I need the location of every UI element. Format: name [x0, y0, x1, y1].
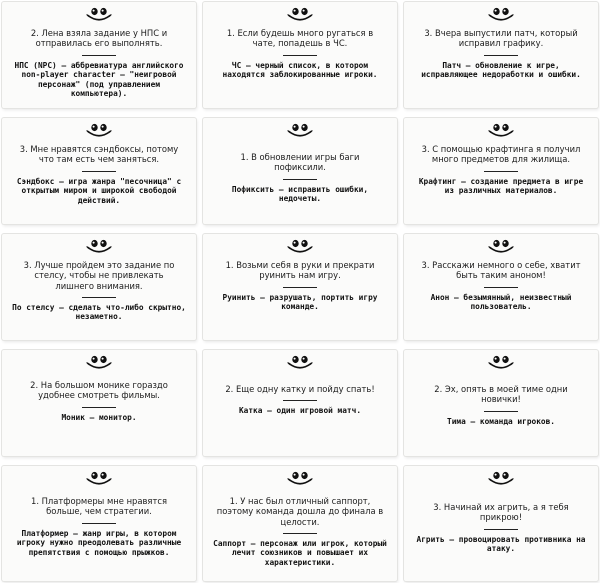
card-answer: Пофиксить – исправить ошибки, недочеты. [231, 184, 369, 203]
card-katka [203, 350, 397, 456]
smiley-icon [285, 6, 315, 24]
smiley-icon [486, 122, 516, 140]
card-chs [203, 2, 397, 108]
card-question: 2. Еще одну катку и пойду спать! [225, 384, 375, 394]
divider [484, 171, 518, 172]
card-anon [404, 234, 598, 340]
card-fix [203, 118, 397, 224]
card-question: 1. Если будешь много ругаться в чате, попадешь в ЧС. [226, 28, 374, 49]
card-answer: Агрить – провоцировать противника на атаку. [416, 534, 586, 553]
card-answer: Катка – один игровой матч. [238, 406, 362, 416]
smiley-icon [84, 354, 114, 372]
card-question: 2. Эх, опять в моей тиме одни новички! [434, 384, 568, 405]
card-answer: Саппорт – персонаж или игрок, который лечит союзников и повышает их характеристики. [213, 538, 387, 567]
card-answer: Моник – монитор. [61, 412, 137, 422]
card-question: 3. Лучше пройдем это задание по стелсу, чтобы не привлекать лишнего внимания. [23, 260, 175, 291]
card-question: 3. Начинай их агрить, а я тебя прикрою! [433, 502, 569, 523]
card-question: 3. Вчера выпустили патч, который исправил графику. [424, 28, 578, 49]
card-answer: Руинить – разрушать, портить игру команде. [222, 292, 378, 311]
smiley-icon [486, 238, 516, 256]
card-aggro [404, 466, 598, 581]
card-question: 1. Возьми себя в руки и прекрати руинить нам игру. [225, 260, 375, 281]
divider [484, 411, 518, 412]
card-answer: Крафтинг – создание предмета в игре из различных материалов. [418, 176, 584, 195]
divider [82, 407, 116, 408]
card-ruin [203, 234, 397, 340]
card-platformer [2, 466, 196, 581]
divider [484, 529, 518, 530]
divider [283, 287, 317, 288]
card-monik [2, 350, 196, 456]
smiley-icon [84, 238, 114, 256]
smiley-icon [285, 470, 315, 488]
card-tima [404, 350, 598, 456]
card-answer: Анон – безымянный, неизвестный пользователь. [430, 292, 572, 311]
card-question: 3. Мне нравятся сэндбоксы, потому что там есть чем заняться. [19, 144, 179, 165]
card-question: 2. Лена взяла задание у НПС и отправилась его выполнять. [30, 28, 168, 49]
divider [82, 523, 116, 524]
card-answer: Тима – команда игроков. [447, 416, 555, 426]
divider [82, 171, 116, 172]
smiley-icon [285, 354, 315, 372]
divider [484, 55, 518, 56]
smiley-icon [84, 470, 114, 488]
smiley-icon [486, 354, 516, 372]
card-question: 1. У нас был отличный саппорт, поэтому команда дошла до финала в целости. [216, 496, 384, 527]
card-crafting [404, 118, 598, 224]
smiley-icon [486, 470, 516, 488]
card-question: 1. Платформеры мне нравятся больше, чем стратегии. [30, 496, 167, 517]
card-answer: Патч – обновление к игре, исправляющее недоработки и ошибки. [421, 60, 581, 79]
divider [82, 55, 116, 56]
divider [283, 533, 317, 534]
card-npc [2, 2, 196, 108]
card-question: 3. Расскажи немного о себе, хватит быть таким аноном! [421, 260, 581, 281]
smiley-icon [285, 238, 315, 256]
divider [283, 400, 317, 401]
divider [82, 297, 116, 298]
card-answer: ЧС – черный список, в котором находятся заблокированные игроки. [222, 60, 378, 79]
smiley-icon [285, 122, 315, 140]
card-stealth [2, 234, 196, 340]
card-answer: Сэндбокс – игра жанра "песочница" с открытым миром и широкой свободой действий. [16, 176, 182, 205]
divider [484, 287, 518, 288]
smiley-icon [84, 122, 114, 140]
card-answer: По стелсу – сделать что-либо скрытно, незаметно. [12, 302, 186, 322]
card-patch [404, 2, 598, 108]
smiley-icon [84, 6, 114, 24]
card-support [203, 466, 397, 581]
card-answer: НПС (NPC) – аббревиатура английского non-player character – "неигровой персонаж" (под управлением компьютера). [14, 60, 184, 98]
card-answer: Платформер – жанр игры, в котором игроку нужно преодолевать различные препятствия с помощью прыжков. [16, 528, 182, 557]
divider [283, 55, 317, 56]
card-question: 3. С помощью крафтинга я получил много предметов для жилища. [421, 144, 581, 165]
card-question: 2. На большом монике гораздо удобнее смотреть фильмы. [30, 380, 168, 401]
smiley-icon [486, 6, 516, 24]
divider [283, 179, 317, 180]
card-question: 1. В обновлении игры баги пофиксили. [240, 152, 360, 173]
card-sandbox [2, 118, 196, 224]
